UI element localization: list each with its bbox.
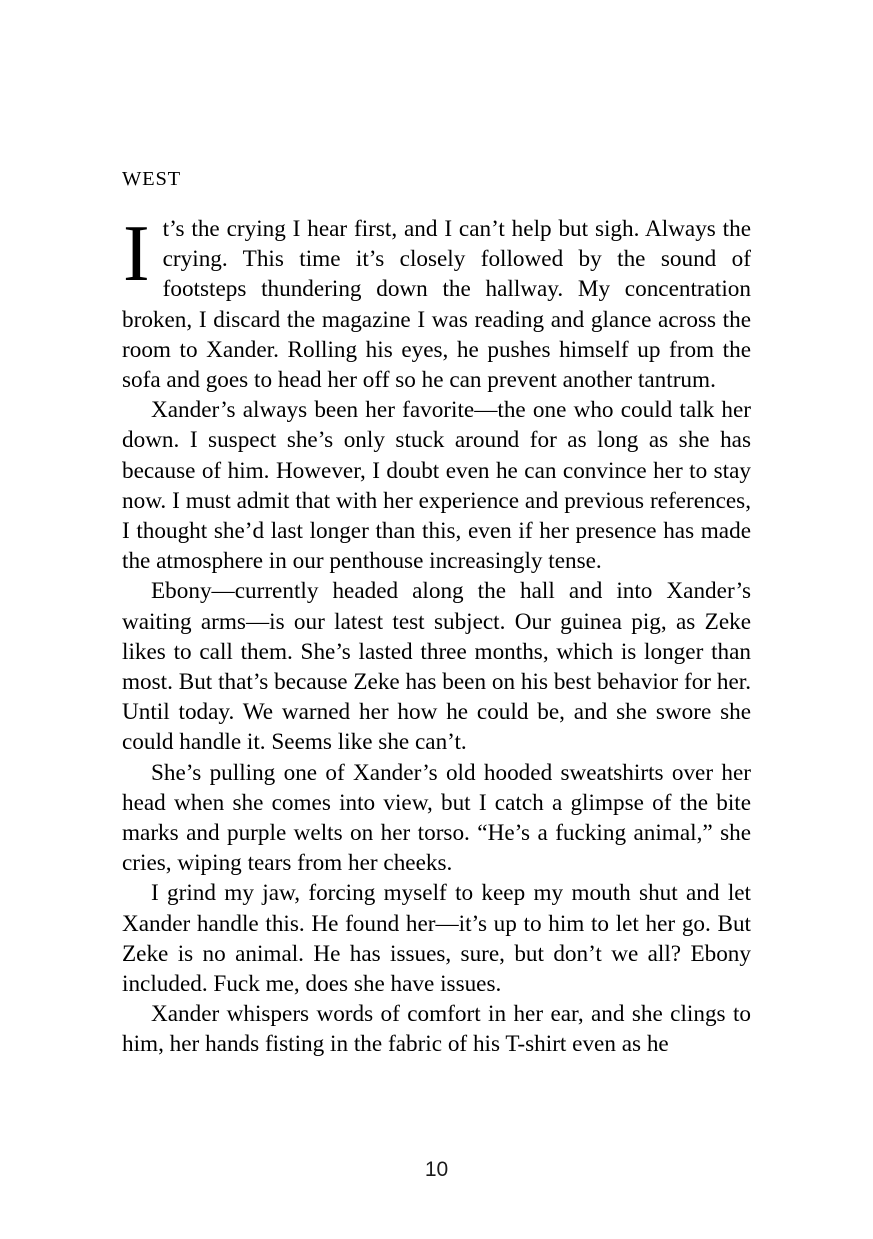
drop-cap-letter: I <box>123 210 150 298</box>
chapter-header: WEST <box>122 168 181 190</box>
paragraph-1 <box>122 210 751 395</box>
page-number: 10 <box>424 1158 449 1181</box>
paragraph-5: I grind my jaw, forcing myself to keep my mouth shut and let Xander handle this. He found her—it’s up to him to let her go. But Zeke is no animal. He has issues, sure, but don’t we all? Ebony included. Fuck me, does she have issues. <box>122 880 751 998</box>
paragraph-6: Xander whispers words of comfort in her ear, and she clings to him, her hands fisting in the fabric of his T-shirt even as he <box>122 1001 751 1058</box>
paragraph-1-text: t’s the crying I hear first, and I can’t help but sigh. Always the crying. This time it’s closely followed by the sound of footsteps thundering down the hallway. My concentration broken, I discard the magazine I was reading and glance across the room to Xander. Rolling his eyes, he pushes himself up from the sofa and goes to head her off so he can prevent another tantrum. <box>122 216 751 394</box>
paragraph-2: Xander’s always been her favorite—the one who could talk her down. I suspect she’s only stuck around for as long as she has because of him. However, I doubt even he can convince her to stay now. I must admit that with her experience and previous references, I thought she’d last longer than this, even if her presence has made the atmosphere in our penthouse increasingly tense. <box>122 397 751 575</box>
paragraph-3: Ebony—currently headed along the hall and into Xander’s waiting arms—is our latest test subject. Our guinea pig, as Zeke likes to call them. She’s lasted three months, which is longer than most. But that’s because Zeke has been on his best behavior for her. Until today. We warned her how he could be, and she swore she could handle it. Seems like she can’t. <box>122 578 751 756</box>
paragraph-4: She’s pulling one of Xander’s old hooded sweatshirts over her head when she comes into view, but I catch a glimpse of the bite marks and purple welts on her torso. “He’s a fucking animal,” she cries, wiping tears from her cheeks. <box>122 759 751 877</box>
page-text-block <box>122 166 751 1060</box>
